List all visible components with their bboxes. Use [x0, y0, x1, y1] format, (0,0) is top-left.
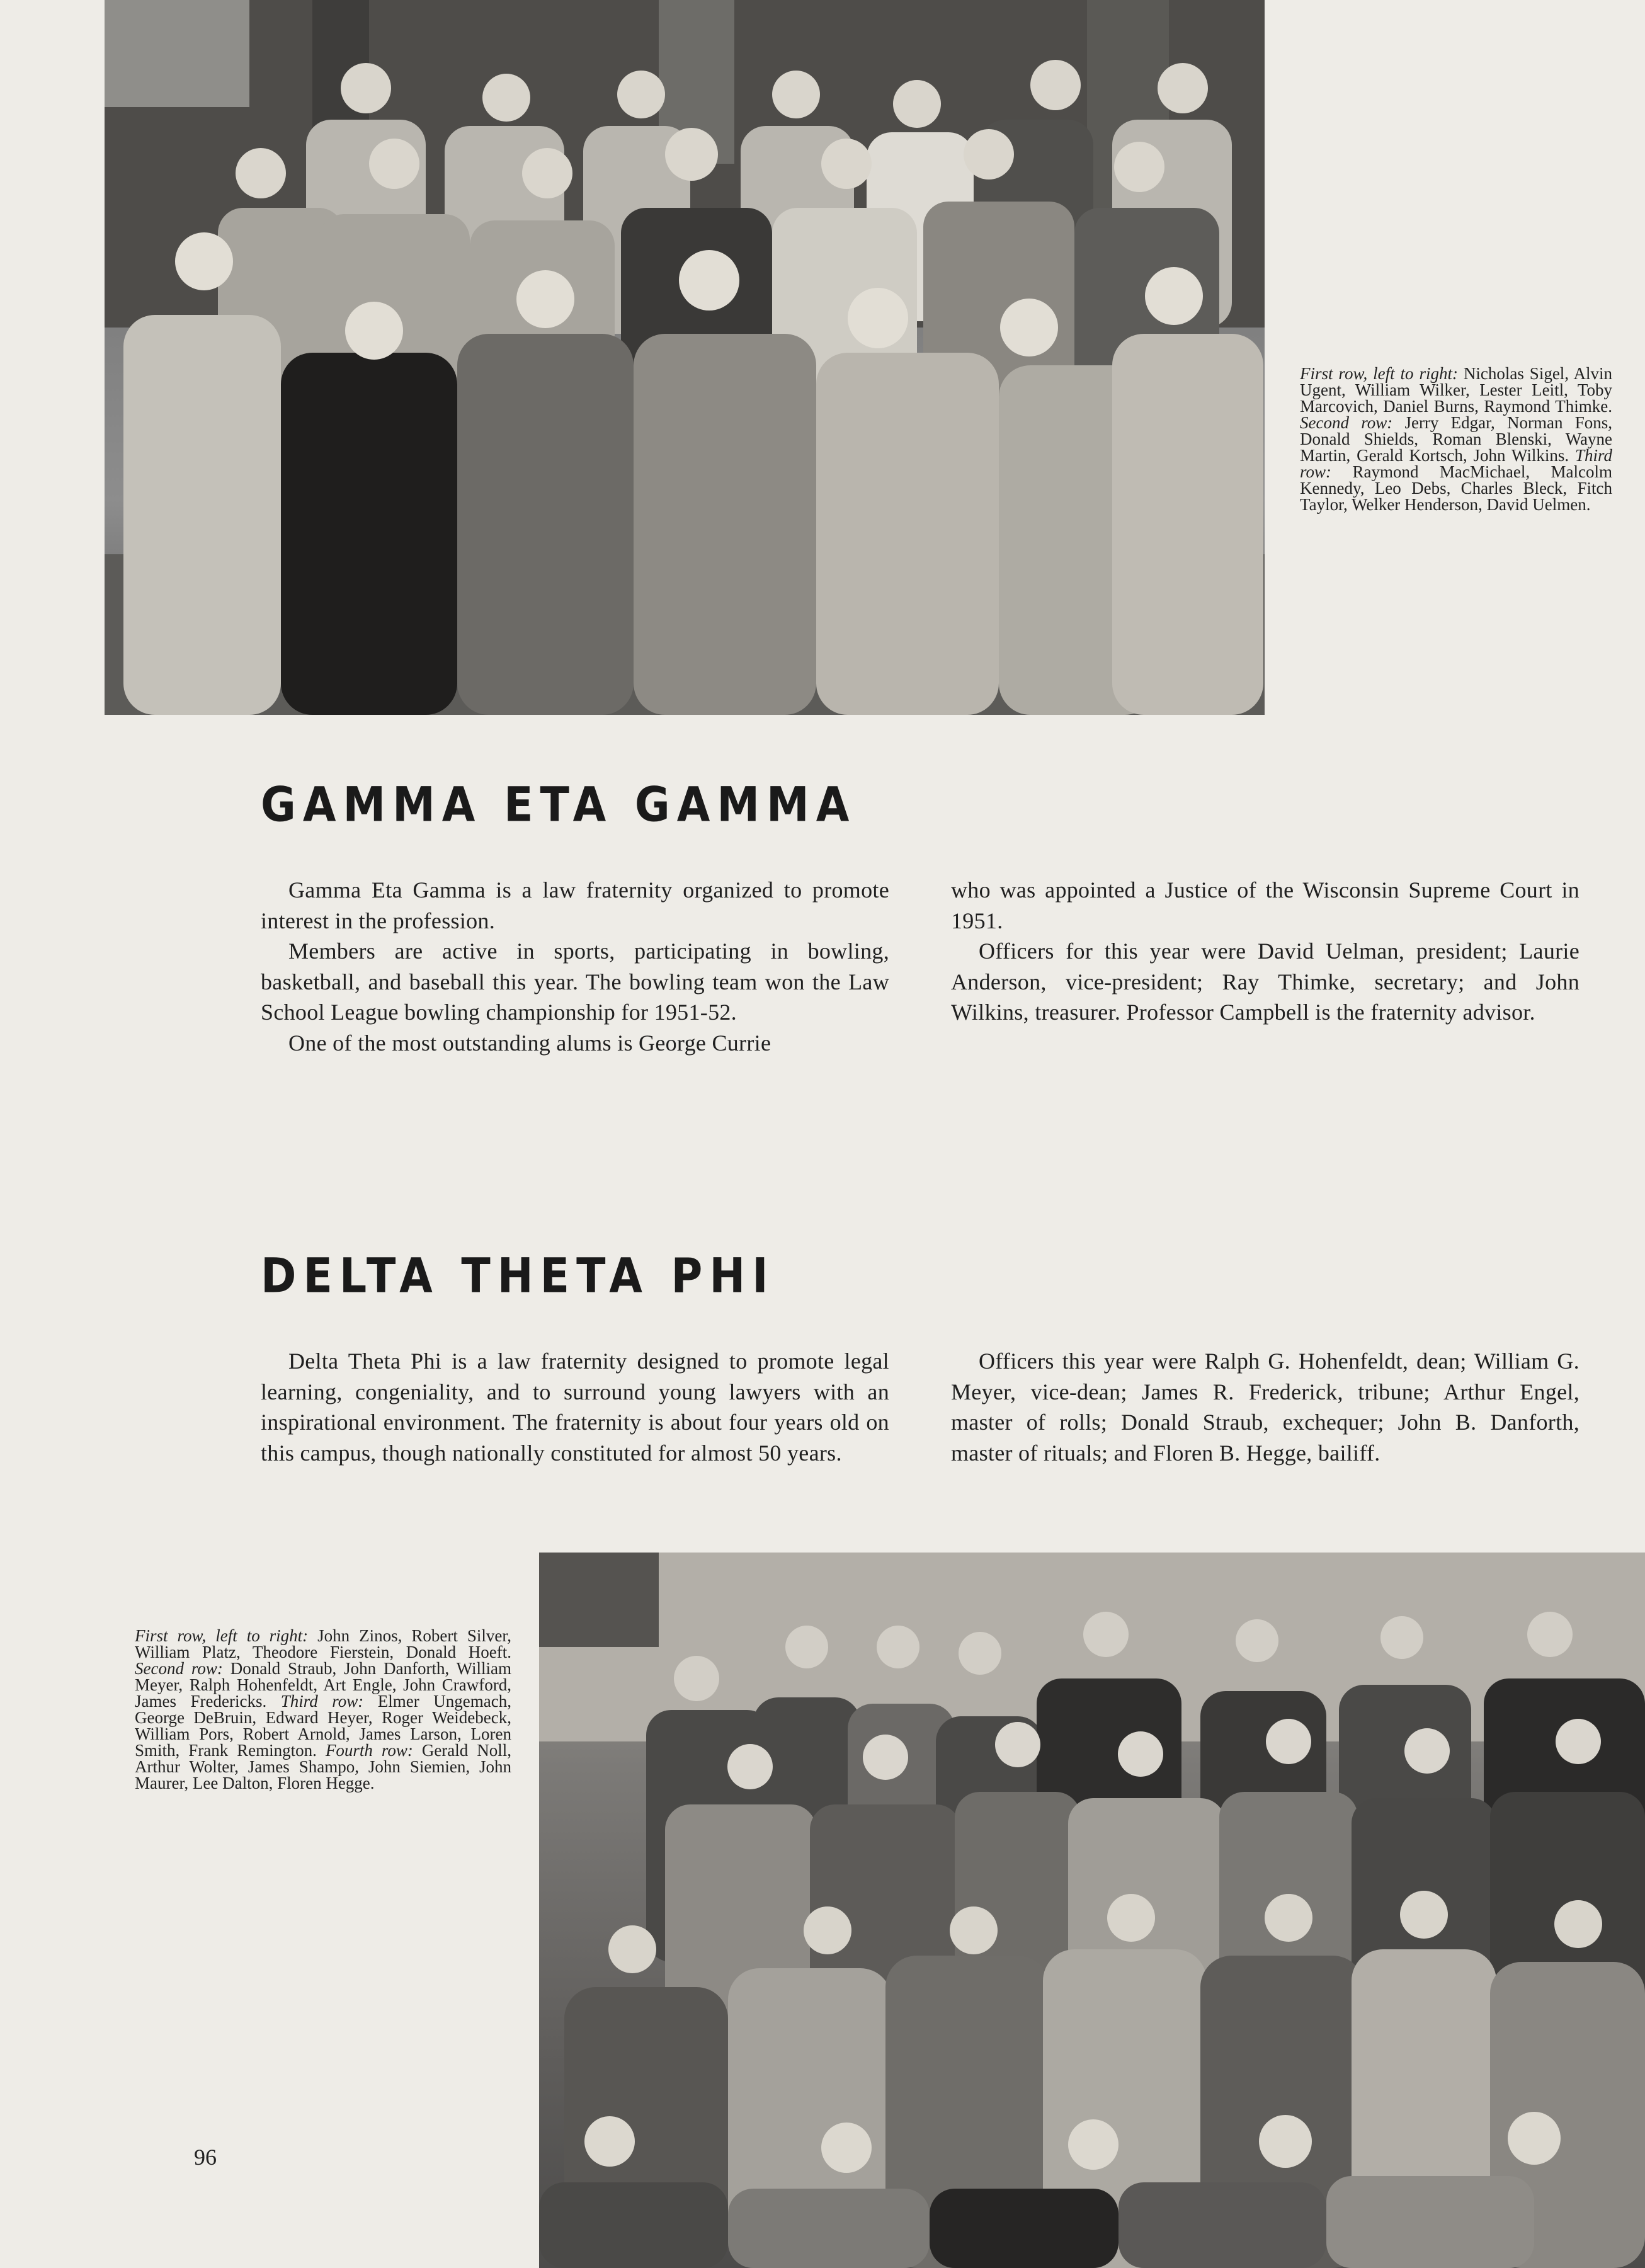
- gamma-eta-gamma-group-photo: [105, 0, 1265, 715]
- group-photo-figures: [105, 0, 1265, 715]
- paragraph: One of the most outstanding alums is George Currie: [288, 1030, 771, 1056]
- paragraph: Officers for this year were David Uelman, president; Laurie Anderson, vice-president; Ray Thimke, secretary; and John Wilkins, treasurer. Professor Campbell is the fraternity advisor.: [951, 938, 1580, 1025]
- group-photo-figures: [539, 1553, 1645, 2268]
- caption-row-label: Second row:: [135, 1659, 223, 1678]
- caption-names: John Zinos, Robert Silver, William Platz, Theodore Fierstein, Donald Hoeft.: [135, 1626, 511, 1661]
- paragraph: who was appointed a Justice of the Wisconsin Supreme Court in 1951.: [951, 877, 1580, 933]
- gamma-eta-gamma-text-right: [951, 875, 1580, 1028]
- page-number: 96: [194, 2145, 217, 2170]
- caption-names: Elmer Ungemach, George DeBruin, Edward Heyer, Roger Weidebeck, William Pors, Robert Arnold, James Larson, Loren Smith, Frank Remington.: [135, 1692, 511, 1760]
- caption-row-label: First row, left to right:: [1300, 364, 1458, 383]
- caption-row-label: Second row:: [1300, 413, 1393, 432]
- delta-theta-phi-text-right: [951, 1346, 1580, 1468]
- top-photo-caption: [1300, 365, 1612, 513]
- delta-theta-phi-text-left: [261, 1346, 889, 1468]
- caption-names: Donald Straub, John Danforth, William Meyer, Ralph Hohenfeldt, Art Engle, John Crawford, James Fredericks.: [135, 1659, 511, 1711]
- delta-theta-phi-group-photo: [539, 1553, 1645, 2268]
- delta-theta-phi-heading: DELTA THETA PHI: [261, 1248, 775, 1304]
- caption-row-label: Fourth row:: [325, 1741, 413, 1760]
- paragraph: Gamma Eta Gamma is a law fraternity organized to promote interest in the profession.: [261, 877, 889, 933]
- paragraph: Members are active in sports, participating in bowling, basketball, and baseball this year. The bowling team won the Law School League bowling championship for 1951-52.: [261, 938, 889, 1025]
- gamma-eta-gamma-heading: GAMMA ETA GAMMA: [261, 777, 857, 833]
- caption-row-label: First row, left to right:: [135, 1626, 309, 1645]
- caption-row-label: Third row:: [280, 1692, 364, 1711]
- gamma-eta-gamma-text-left: [261, 875, 889, 1058]
- caption-names: Raymond MacMichael, Malcolm Kennedy, Leo Debs, Charles Bleck, Fitch Taylor, Welker Henderson, David Uelmen.: [1300, 462, 1612, 514]
- caption-names: Nicholas Sigel, Alvin Ugent, William Wilker, Lester Leitl, Toby Marcovich, Daniel Burns, Raymond Thimke.: [1300, 364, 1612, 416]
- paragraph: Officers this year were Ralph G. Hohenfeldt, dean; William G. Meyer, vice-dean; James R. Frederick, tribune; Arthur Engel, master of rolls; Donald Straub, exchequer; John B. Danforth, master of rituals; and Floren B. Hegge, bailiff.: [951, 1348, 1580, 1466]
- caption-names: Jerry Edgar, Norman Fons, Donald Shields, Roman Blenski, Wayne Martin, Gerald Kortsch, John Wilkins.: [1300, 413, 1613, 465]
- bottom-photo-caption: [135, 1627, 511, 1791]
- caption-row-label: Third row:: [1300, 446, 1612, 481]
- paragraph: Delta Theta Phi is a law fraternity designed to promote legal learning, congeniality, and to surround young lawyers with an inspirational environment. The fraternity is about four years old on this campus, though nationally constituted for almost 50 years.: [261, 1348, 889, 1466]
- caption-names: Gerald Noll, Arthur Wolter, James Shampo, John Siemien, John Maurer, Lee Dalton, Floren Hegge.: [135, 1741, 511, 1792]
